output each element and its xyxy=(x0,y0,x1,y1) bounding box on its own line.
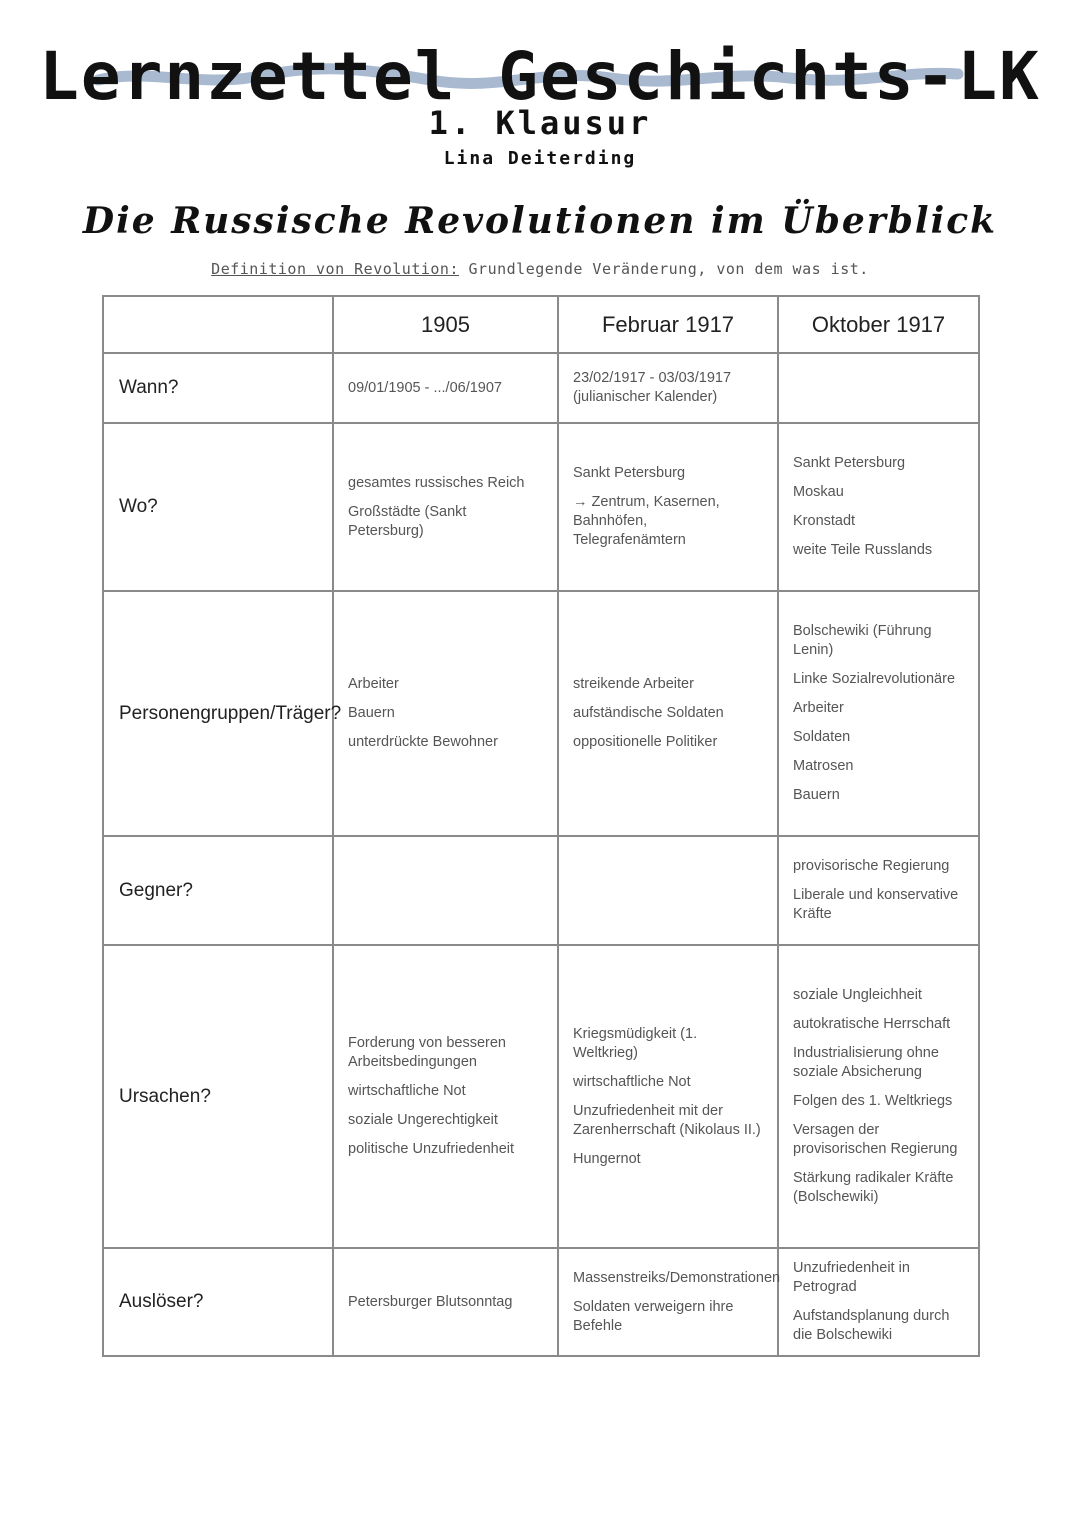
cell-entry: soziale Ungerechtigkeit xyxy=(348,1112,498,1128)
table-row xyxy=(103,353,979,423)
definition-term: Definition von Revolution: xyxy=(211,260,459,278)
cell-entry: aufständische Soldaten xyxy=(573,705,724,721)
table-cell xyxy=(778,836,979,945)
cell-entry: Soldaten verweigern ihre Befehle xyxy=(573,1298,734,1334)
section-heading: Die Russische Revolutionen im Überblick xyxy=(82,200,998,242)
column-header: 1905 xyxy=(333,296,558,353)
cell-entry: unterdrückte Bewohner xyxy=(348,734,498,750)
cell-entry: oppositionelle Politiker xyxy=(573,734,718,750)
cell-entry: → Zentrum, Kasernen, Bahnhöfen, Telegrafenämtern xyxy=(573,494,720,548)
cell-entry: provisorische Regierung xyxy=(793,858,950,874)
cell-entry: 09/01/1905 - .../06/1907 xyxy=(348,379,502,396)
column-header: Oktober 1917 xyxy=(778,296,979,353)
page-title: Lernzettel Geschichts-LK xyxy=(39,38,1041,115)
table-cell xyxy=(333,836,558,945)
cell-entry: gesamtes russisches Reich xyxy=(348,474,525,491)
table-cell xyxy=(333,945,558,1248)
cell-entry: wirtschaftliche Not xyxy=(348,1083,466,1099)
row-header: Ursachen? xyxy=(103,945,333,1248)
row-header: Wo? xyxy=(103,423,333,591)
table-cell xyxy=(778,353,979,423)
row-header: Gegner? xyxy=(103,836,333,945)
definition-line xyxy=(0,260,1080,278)
revolution-overview-table xyxy=(102,295,980,1357)
cell-entry: Petersburger Blutsonntag xyxy=(348,1293,513,1310)
cell-entry: 23/02/1917 - 03/03/1917 (julianischer Kalender) xyxy=(573,370,732,405)
table-row xyxy=(103,836,979,945)
cell-entry: Großstädte (Sankt Petersburg) xyxy=(348,503,467,539)
table-cell xyxy=(558,353,778,423)
cell-entry: Bolschewiki (Führung Lenin) xyxy=(793,623,932,658)
cell-entry: Sankt Petersburg xyxy=(573,465,686,481)
row-header: Personengruppen/Träger? xyxy=(103,591,333,836)
cell-entry: Versagen der provisorischen Regierung xyxy=(793,1122,958,1157)
cell-entry: Bauern xyxy=(793,787,840,803)
table-row xyxy=(103,945,979,1248)
cell-entry: Soldaten xyxy=(793,729,851,745)
cell-entry: Massenstreiks/Demonstrationen xyxy=(573,1269,781,1286)
cell-entry: Folgen des 1. Weltkriegs xyxy=(793,1093,953,1109)
cell-entry: Aufstandsplanung durch die Bolschewiki xyxy=(793,1308,950,1343)
table-cell xyxy=(558,591,778,836)
row-header: Auslöser? xyxy=(103,1248,333,1356)
table-row xyxy=(103,591,979,836)
cell-entry: Bauern xyxy=(348,705,395,721)
table-cell xyxy=(333,1248,558,1356)
cell-entry: streikende Arbeiter xyxy=(573,676,694,692)
cell-entry: autokratische Herrschaft xyxy=(793,1016,951,1032)
table-cell xyxy=(558,836,778,945)
cell-entry: Arbeiter xyxy=(348,676,399,692)
cell-entry: Forderung von besseren Arbeitsbedingungen xyxy=(348,1035,506,1070)
cell-entry: wirtschaftliche Not xyxy=(573,1073,691,1090)
cell-entry: weite Teile Russlands xyxy=(793,542,933,558)
table-cell xyxy=(558,1248,781,1356)
cell-entry: Matrosen xyxy=(793,758,854,774)
cell-entry: Hungernot xyxy=(573,1150,641,1167)
table-cell xyxy=(333,423,558,591)
table-cell xyxy=(778,591,979,836)
cell-entry: Liberale und konservative Kräfte xyxy=(793,887,959,922)
cell-entry: Linke Sozialrevolutionäre xyxy=(793,671,956,687)
cell-entry: politische Unzufriedenheit xyxy=(348,1141,515,1157)
table-cell xyxy=(558,945,778,1248)
definition-text: Grundlegende Veränderung, von dem was ist. xyxy=(468,260,869,278)
table-row xyxy=(103,423,979,591)
cell-entry: Unzufriedenheit mit der Zarenherrschaft (Nikolaus II.) xyxy=(573,1102,761,1138)
column-header: Februar 1917 xyxy=(558,296,778,353)
cell-entry: Industrialisierung ohne soziale Absicherung xyxy=(793,1045,939,1080)
table-cell xyxy=(333,353,558,423)
table-body xyxy=(103,353,979,1356)
cell-entry: Unzufriedenheit in Petrograd xyxy=(793,1260,910,1295)
exam-subtitle: 1. Klausur xyxy=(428,104,652,142)
table-cell xyxy=(778,1248,979,1356)
table-cell xyxy=(778,945,979,1248)
column-header xyxy=(103,296,333,353)
table-cell xyxy=(778,423,979,591)
cell-entry: Arbeiter xyxy=(793,700,844,716)
cell-entry: Kronstadt xyxy=(793,513,856,529)
author-name: Lina Deiterding xyxy=(443,148,637,169)
cell-entry: Sankt Petersburg xyxy=(793,455,906,471)
table-header-row xyxy=(103,296,979,353)
cell-entry: Kriegsmüdigkeit (1. Weltkrieg) xyxy=(573,1025,698,1061)
table-row xyxy=(103,1248,979,1356)
table-cell xyxy=(558,423,778,591)
cell-entry: Moskau xyxy=(793,484,844,500)
row-header: Wann? xyxy=(103,353,333,423)
cell-entry: soziale Ungleichheit xyxy=(793,987,922,1003)
table-cell xyxy=(333,591,558,836)
cell-entry: Stärkung radikaler Kräfte (Bolschewiki) xyxy=(793,1170,954,1205)
